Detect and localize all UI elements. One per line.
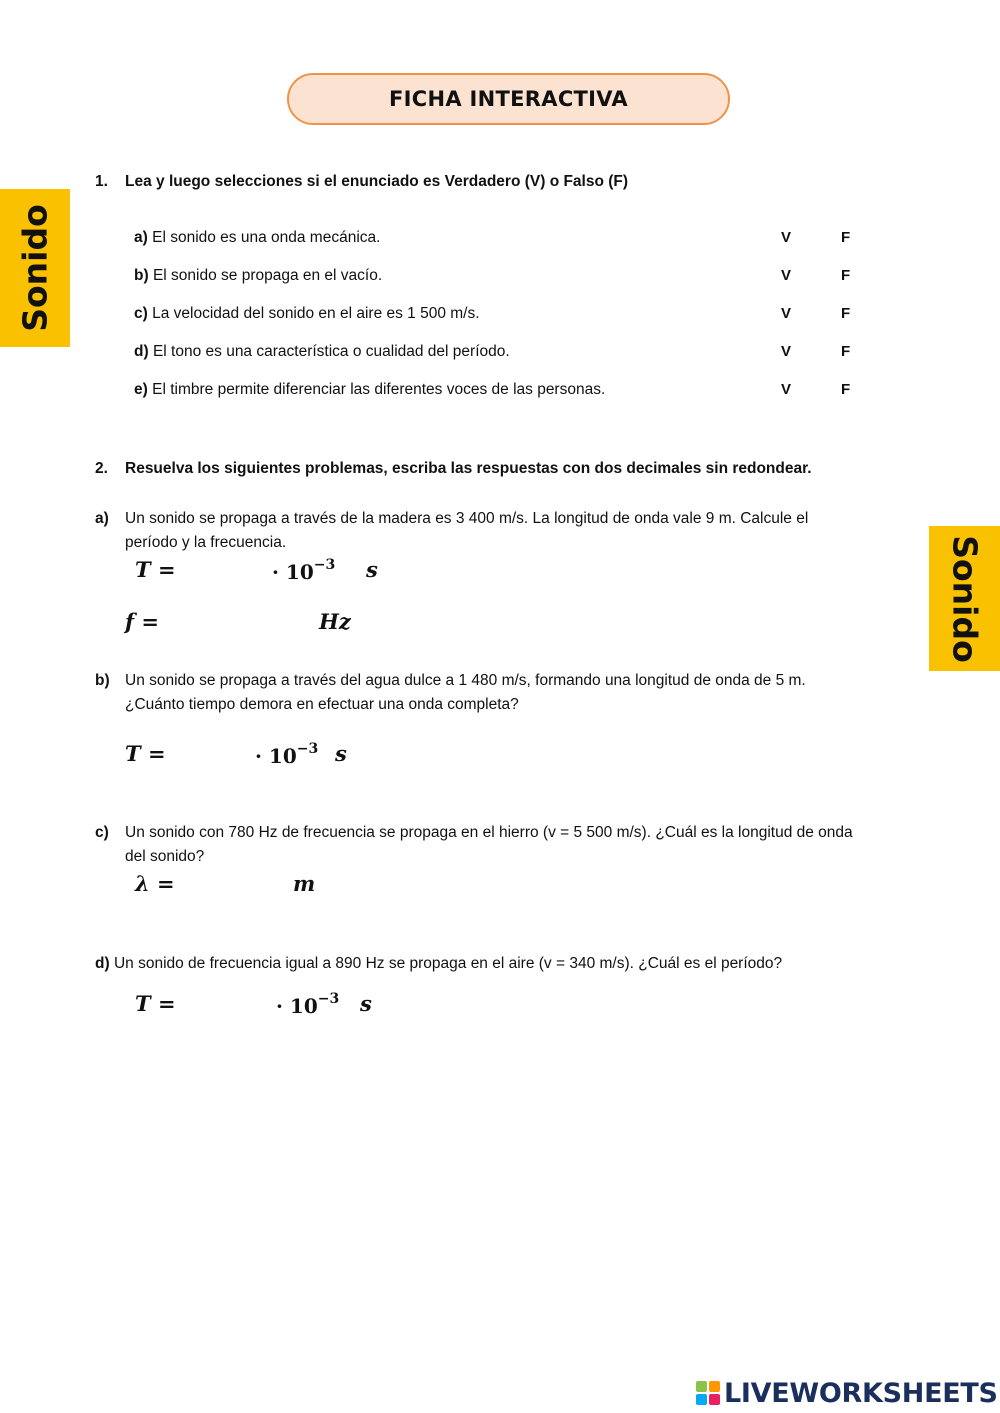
problem-d-period-multiplier [276, 991, 339, 1018]
problem-b-period-unit: s [335, 741, 347, 766]
problem-a-label: a) [95, 510, 109, 527]
section2-heading [95, 460, 812, 478]
logo-cell [709, 1381, 720, 1392]
problem-c-line1: Un sonido con 780 Hz de frecuencia se propaga en el hierro (v = 5 500 m/s). ¿Cuál es la longitud de onda [125, 824, 853, 841]
false-option[interactable]: F [841, 267, 851, 284]
tf-item-label: c) [134, 305, 148, 322]
true-option[interactable]: V [781, 267, 792, 284]
problem-c-text [125, 821, 925, 869]
tf-item [134, 343, 894, 365]
problem-b-period-multiplier [255, 741, 318, 768]
tf-item-text: El sonido se propaga en el vacío. [152, 267, 383, 284]
true-option[interactable]: V [781, 343, 792, 360]
section1-number: 1. [95, 173, 108, 190]
problem-c-label: c) [95, 824, 109, 841]
problem-a-frequency-unit: Hz [319, 609, 351, 634]
tf-item-label: e) [134, 381, 148, 398]
side-tab-left-label: Sonido [15, 204, 55, 332]
problem-d-period-unit: s [360, 991, 372, 1016]
tf-item-label: d) [134, 343, 149, 360]
true-option[interactable]: V [781, 381, 792, 398]
logo-cell [709, 1394, 720, 1405]
side-tab-left [0, 189, 70, 347]
tf-item-label: a) [134, 229, 148, 246]
problem-a-text [125, 507, 915, 555]
false-option[interactable]: F [841, 305, 851, 322]
liveworksheets-logo [696, 1376, 998, 1410]
problem-a-period-var: T = [135, 557, 176, 582]
problem-b-period-var: T = [125, 741, 166, 766]
problem-d-period-var: T = [135, 991, 176, 1016]
problem-a-period-unit: s [366, 557, 378, 582]
problem-b-label: b) [95, 672, 110, 689]
section2-number: 2. [95, 460, 108, 477]
section2-heading-text: Resuelva los siguientes problemas, escriba las respuestas con dos decimales sin redondear. [125, 460, 812, 477]
section1-heading [95, 173, 628, 191]
multiplier-exponent: −3 [296, 741, 319, 757]
multiplier-base: · 10 [276, 994, 318, 1018]
true-option[interactable]: V [781, 229, 792, 246]
tf-item [134, 267, 894, 289]
section1-heading-text: Lea y luego selecciones si el enunciado es Verdadero (V) o Falso (F) [125, 173, 629, 190]
problem-d-line1: Un sonido de frecuencia igual a 890 Hz se propaga en el aire (v = 340 m/s). ¿Cuál es el período? [113, 955, 783, 972]
problem-a-frequency-var: f = [125, 609, 159, 634]
problem-a-line2: período y la frecuencia. [125, 534, 287, 551]
problem-c-wavelength-var: λ = [135, 871, 175, 896]
problem-b-line1: Un sonido se propaga a través del agua dulce a 1 480 m/s, formando una longitud de onda de 5 m. [125, 672, 806, 689]
tf-item [134, 305, 894, 327]
problem-d-text [95, 952, 915, 976]
tf-item-text: El tono es una característica o cualidad del período. [152, 343, 510, 360]
tf-item-text: El sonido es una onda mecánica. [152, 229, 381, 246]
problem-a-line1: Un sonido se propaga a través de la madera es 3 400 m/s. La longitud de onda vale 9 m. Calcule el [125, 510, 809, 527]
problem-c-line2: del sonido? [125, 848, 205, 865]
page-title: FICHA INTERACTIVA [389, 87, 628, 111]
tf-item [134, 381, 894, 403]
problem-a-period-multiplier [272, 557, 335, 584]
tf-item-text: El timbre permite diferenciar las diferentes voces de las personas. [152, 381, 606, 398]
problem-b-text [125, 669, 915, 717]
false-option[interactable]: F [841, 381, 851, 398]
tf-item-text: La velocidad del sonido en el aire es 1 500 m/s. [152, 305, 480, 322]
multiplier-base: · 10 [255, 744, 297, 768]
multiplier-exponent: −3 [317, 991, 340, 1007]
multiplier-exponent: −3 [313, 557, 336, 573]
tf-item-label: b) [134, 267, 149, 284]
logo-grid-icon [696, 1381, 720, 1405]
problem-d-label: d) [95, 955, 110, 972]
problem-c-wavelength-unit: m [293, 871, 316, 896]
side-tab-right [929, 526, 1000, 671]
logo-cell [696, 1394, 707, 1405]
side-tab-right-label: Sonido [945, 534, 984, 663]
brand-name: LIVEWORKSHEETS [724, 1377, 998, 1409]
false-option[interactable]: F [841, 229, 851, 246]
tf-item [134, 229, 894, 251]
true-option[interactable]: V [781, 305, 792, 322]
title-banner [287, 73, 730, 125]
problem-b-line2: ¿Cuánto tiempo demora en efectuar una onda completa? [125, 696, 519, 713]
false-option[interactable]: F [841, 343, 851, 360]
multiplier-base: · 10 [272, 560, 314, 584]
logo-cell [696, 1381, 707, 1392]
